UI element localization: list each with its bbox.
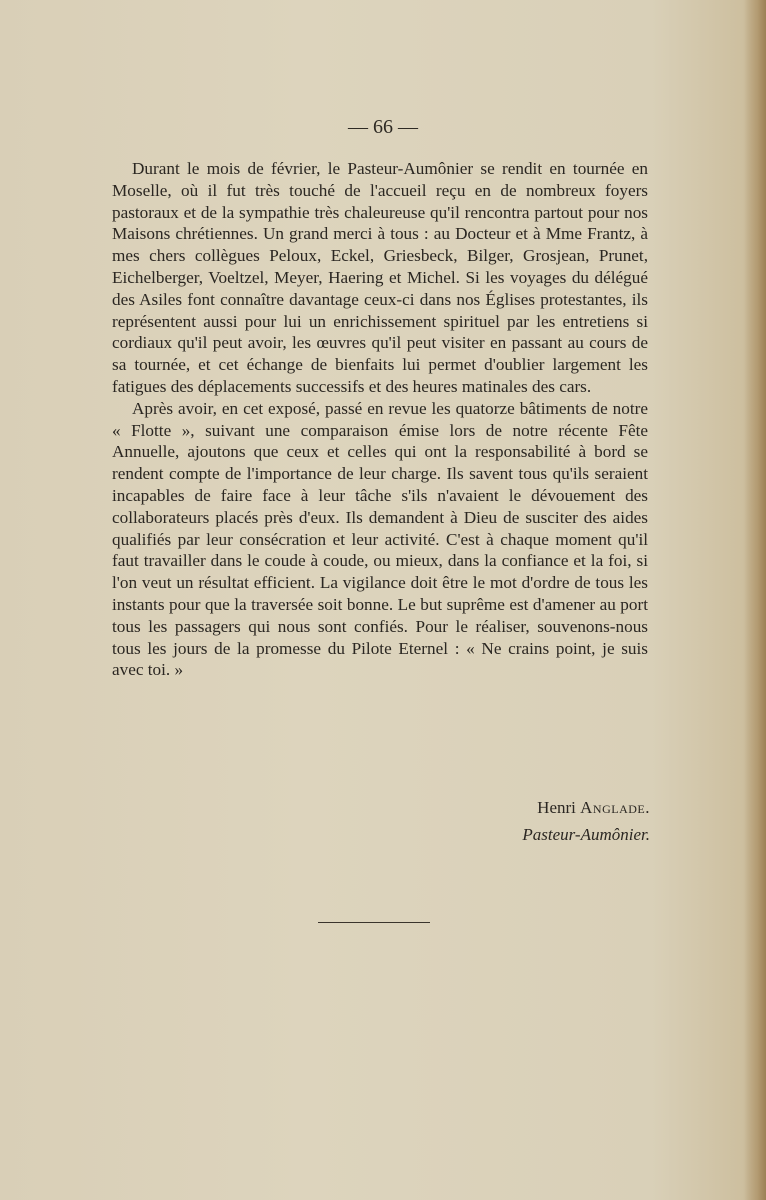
page-number: — 66 — bbox=[348, 116, 418, 138]
signature-title: Pasteur-Aumônier. bbox=[522, 825, 650, 844]
page-edge-shadow bbox=[744, 0, 766, 1200]
paragraph-flotte: Après avoir, en cet exposé, passé en revue les quatorze bâtiments de notre « Flotte », suivant une comparaison émise lors de notre récente Fête Annuelle, ajoutons que ceux et celles qui ont la responsabilité à bord se rendent compte de l'importance de leur charge. Ils savent tous qu'ils seraient incapables de faire face à leur tâche s'ils n'avaient le dévouement des collaborateurs placés près d'eux. Ils demandent à Dieu de susciter des aides qualifiés par leur consécration et leur activité. C'est à chaque moment qu'il faut travailler dans le coude à coude, ou mieux, dans la confiance et la foi, si l'on veut un résultat efficient. La vigilance doit être le mot d'ordre de tous les instants pour que la traversée soit bonne. Le but suprême est d'amener au port tous les passagers qui nous sont confiés. Pour le réaliser, souvenons-nous tous les jours de la promesse du Pilote Eternel : « Ne crains point, je suis avec toi. » bbox=[112, 398, 648, 680]
signature-first-name: Henri bbox=[537, 798, 576, 817]
body-text bbox=[112, 158, 648, 681]
closing-rule bbox=[318, 922, 430, 923]
signature-last-name: Anglade. bbox=[580, 798, 650, 817]
paragraph-tournee-moselle: Durant le mois de février, le Pasteur-Aumônier se rendit en tournée en Moselle, où il fut très touché de l'accueil reçu en de nombreux foyers pastoraux et de la sympathie très chaleureuse qu'il rencontra partout pour nos Maisons chrétiennes. Un grand merci à tous : au Docteur et à Mme Frantz, à mes chers collègues Peloux, Eckel, Griesbeck, Bilger, Grosjean, Prunet, Eichelberger, Voeltzel, Meyer, Haering et Michel. Si les voyages du délégué des Asiles font connaître davantage ceux-ci dans nos Églises protestantes, ils représentent aussi pour lui un enrichissement spirituel par les entretiens si cordiaux qu'il peut avoir, les œuvres qu'il peut visiter en passant au cours de sa tournée, et cet échange de bienfaits lui permet d'oublier largement les fatigues des déplacements successifs et des heures matinales des cars. bbox=[112, 159, 648, 396]
signature-name bbox=[420, 798, 650, 818]
